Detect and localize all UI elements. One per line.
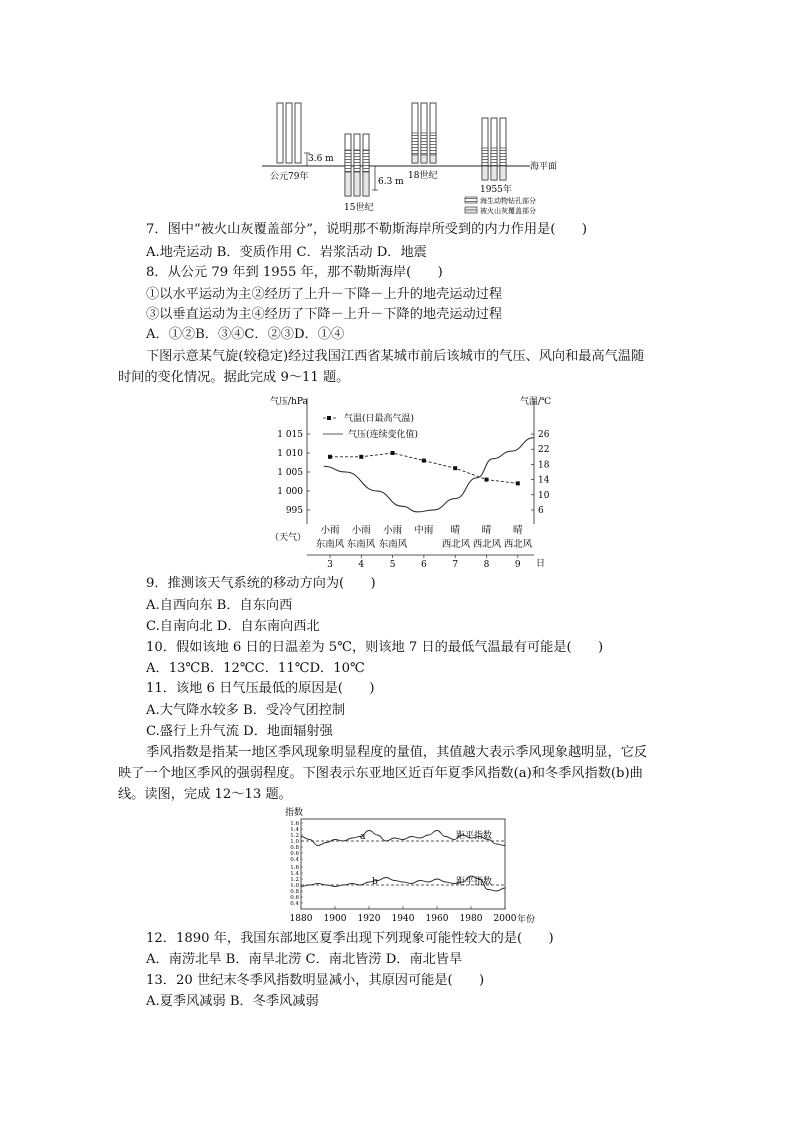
chart2-y-title: 指数: [285, 808, 304, 818]
x-tick-label: 1940: [391, 914, 415, 924]
legend-ash: 被火山灰覆盖部分: [480, 207, 536, 215]
y-tick-label: 0.6: [290, 851, 299, 857]
wind-cell: 西北风: [441, 539, 471, 550]
legend-pressure: 气压(连续变化值): [348, 430, 419, 440]
temperature-line: [330, 453, 518, 483]
right-tick-label: 26: [538, 430, 550, 440]
y-tick-label: 0.4: [290, 857, 299, 863]
anomaly-label-a: 距平指数: [456, 831, 493, 841]
right-tick-label: 10: [538, 490, 550, 501]
q11-line-1: A.大气降水较多 B．受冷气团控制: [146, 703, 346, 718]
y-tick-label: 1.6: [290, 865, 299, 871]
q13-options: A.夏季风减弱 B．冬季风减弱: [146, 994, 319, 1009]
series-label-a: a: [360, 832, 366, 842]
fig1-legend: [465, 196, 536, 215]
q12-options: A．南涝北旱 B．南旱北涝 C．南北皆涝 D．南北皆旱: [146, 952, 463, 967]
wind-cell: 东南风: [346, 539, 376, 550]
chart1-x-unit: 日: [536, 559, 546, 569]
temperature-point: [422, 459, 426, 463]
q10-options: A．13℃B．12℃C．11℃D．10℃: [146, 661, 365, 676]
x-tick-label: 6: [421, 560, 427, 570]
series-label-b: b: [372, 877, 378, 887]
q11-line-2: C.盛行上升气流 D．地面辐射强: [146, 724, 333, 739]
q9-line-2: C.自南向北 D．自东南向西北: [146, 619, 320, 634]
era-label-1955: 1955年: [480, 185, 512, 195]
coast-columns-figure: [262, 98, 562, 216]
intro2-line-1: 季风指数是指某一地区季风现象明显程度的量值，其值越大表示季风现象越明显，它反: [146, 745, 648, 760]
q9-line-1: A.自西向东 B．自东向西: [146, 598, 293, 613]
intro1-line-2: 时间的变化情况。据此完成 9～11 题。: [118, 370, 350, 385]
column-group-79ad: [277, 103, 310, 166]
sea-level-label: 海平面: [530, 162, 558, 172]
depth-label-2: 6.3 m: [378, 177, 404, 187]
wind-cell: 东南风: [378, 539, 408, 550]
pressure-line: [324, 438, 534, 512]
wind-cell: 西北风: [503, 539, 533, 550]
era-label-79ad: 公元79年: [270, 172, 309, 182]
chart2-x-unit: 年份: [517, 915, 536, 925]
weather-cell: 小雨: [320, 525, 340, 536]
left-tick-label: 1 005: [277, 468, 303, 478]
y-tick-label: 0.8: [290, 845, 299, 851]
x-tick-label: 1900: [323, 914, 347, 924]
x-tick-label: 1960: [425, 914, 449, 924]
chart1-right-title: 气温/℃: [520, 397, 552, 407]
q11-stem: 11．该地 6 日气压最低的原因是( ): [146, 681, 375, 696]
chart1-left-title: 气压/hPa: [270, 397, 308, 407]
right-tick-label: 6: [538, 506, 544, 516]
x-tick-label: 1980: [459, 914, 483, 924]
wind-cell: 西北风: [472, 539, 502, 550]
right-tick-label: 22: [538, 445, 550, 456]
y-tick-label: 1.2: [290, 833, 299, 839]
x-tick-label: 4: [358, 560, 365, 570]
q10-stem: 10．假如该地 6 日的日温差为 5℃，则该地 7 日的最低气温最有可能是( ): [146, 640, 604, 655]
weather-cell: 晴: [450, 525, 460, 536]
x-tick-label: 5: [389, 560, 396, 570]
x-tick-label: 1920: [357, 914, 381, 924]
temperature-point: [359, 455, 363, 459]
q8-line-2: ③以垂直运动为主④经历了下降－上升－下降的地壳运动过程: [146, 307, 503, 322]
intro1-line-1: 下图示意某气旋(较稳定)经过我国江西省某城市前后该城市的气压、风向和最高气温随: [146, 349, 645, 364]
column-group-1955: [482, 118, 506, 180]
weather-cell: 小雨: [383, 525, 403, 536]
x-tick-label: 2000: [493, 914, 517, 924]
depth-label-1: 3.6 m: [308, 154, 334, 164]
y-tick-label: 1.6: [290, 821, 299, 827]
q12-stem: 12．1890 年，我国东部地区夏季出现下列现象可能性较大的是( ): [146, 931, 554, 946]
x-tick-label: 7: [452, 560, 459, 570]
anomaly-label-b: 距平指数: [456, 877, 493, 887]
wind-cell: 东南风: [315, 539, 345, 550]
x-tick-label: 3: [327, 560, 333, 570]
temperature-point: [516, 481, 520, 485]
y-tick-label: 1.4: [290, 827, 299, 833]
y-tick-label: 0.8: [290, 889, 299, 895]
weather-cell: 晴: [481, 525, 492, 536]
q7-stem: 7．图中“被火山灰覆盖部分”，说明那不勒斯海岸所受到的内力作用是( ): [146, 222, 587, 237]
left-tick-label: 1 015: [277, 430, 303, 440]
y-tick-label: 1.2: [290, 877, 299, 883]
legend-bore: 海生动物钻孔部分: [480, 197, 536, 205]
x-tick-label: 1880: [289, 914, 313, 924]
era-label-18c: 18世纪: [408, 171, 438, 181]
left-tick-label: 1 000: [277, 487, 303, 497]
weather-cell: 中雨: [414, 525, 434, 536]
column-group-18c: [412, 103, 436, 163]
x-tick-label: 8: [483, 560, 490, 570]
y-tick-label: 1.4: [290, 871, 299, 877]
legend-temp: 气温(日最高气温): [344, 414, 415, 424]
weather-cell: 晴: [513, 525, 523, 536]
monsoon-index-chart: [284, 805, 546, 925]
y-tick-label: 1.0: [290, 839, 299, 845]
y-tick-label: 0.4: [290, 901, 299, 907]
q8-line-1: ①以水平运动为主②经历了上升－下降－上升的地壳运动过程: [146, 287, 503, 302]
chart1-legend: [323, 412, 418, 440]
q8-options: A．①②B．③④C．②③D．①④: [146, 327, 345, 342]
y-tick-label: 1.0: [290, 883, 299, 889]
left-tick-label: 995: [285, 506, 303, 516]
temperature-point: [391, 451, 395, 455]
x-tick-label: 9: [514, 560, 521, 570]
intro2-line-2: 映了一个地区季风的强弱程度。下图表示东亚地区近百年夏季风指数(a)和冬季风指数(b)曲: [118, 766, 643, 781]
weather-label: （天气）: [270, 533, 307, 543]
q9-stem: 9．推测该天气系统的移动方向为( ): [146, 576, 376, 591]
column-group-15c: [345, 134, 378, 196]
q8-stem: 8．从公元 79 年到 1955 年，那不勒斯海岸( ): [146, 265, 443, 280]
right-tick-label: 18: [538, 460, 550, 471]
temperature-point: [453, 466, 457, 470]
left-tick-label: 1 010: [277, 449, 303, 459]
weather-cell: 小雨: [351, 525, 371, 536]
intro2-line-3: 线。读图，完成 12～13 题。: [118, 787, 292, 802]
temperature-point: [485, 478, 489, 482]
q7-options: A.地壳运动 B．变质作用 C．岩浆活动 D．地震: [146, 245, 427, 260]
y-tick-label: 0.6: [290, 895, 299, 901]
era-label-15c: 15世纪: [344, 203, 374, 213]
right-tick-label: 14: [538, 475, 550, 486]
temperature-point: [328, 455, 332, 459]
pressure-temp-chart: [268, 392, 568, 570]
q13-stem: 13．20 世纪末冬季风指数明显减小，其原因可能是( ): [146, 973, 485, 988]
